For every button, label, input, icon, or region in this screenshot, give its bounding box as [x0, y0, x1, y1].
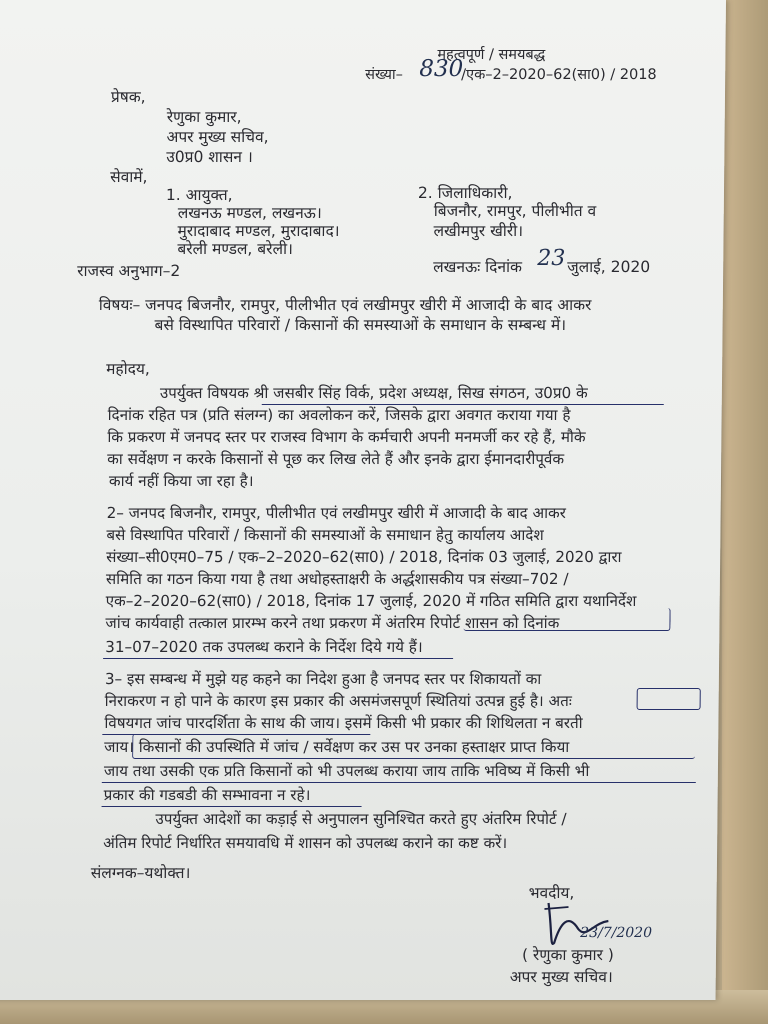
valediction: भवदीय, [528, 884, 575, 902]
para2-line: समिति का गठन किया गया है तथा अधोहस्ताक्षरी के अर्द्धशासकीय पत्र संख्या–702 / [105, 570, 569, 588]
sender-designation: अपर मुख्य सचिव, [166, 128, 269, 146]
desk-background [722, 0, 768, 1024]
pen-underline [102, 806, 362, 807]
recipient-1-line3: मुरादाबाद मण्डल, मुरादाबाद। [177, 222, 340, 240]
para1-line: कार्य नहीं किया जा रहा है। [108, 472, 254, 490]
para3-line: जाय। किसानों की उपस्थिति में जांच / सर्वेक्षण कर उस पर उनका हस्ताक्षर प्राप्त किया [104, 738, 570, 756]
recipient-1-line2: लखनऊ मण्डल, लखनऊ। [177, 204, 322, 222]
recipient-2-line3: लखीमपुर खीरी। [433, 222, 524, 240]
para4-line: अंतिम रिपोर्ट निर्धारित समयावधि में शासन को उपलब्ध कराने का कष्ट करें। [103, 834, 508, 852]
sender-office: उ0प्र0 शासन । [166, 148, 253, 166]
para2-line: 31–07–2020 तक उपलब्ध कराने के निर्देश दिये गये हैं। [105, 638, 423, 656]
para1-line: दिनांक रहित पत्र (प्रति संलग्न) का अवलोकन करें, जिसके द्वारा अवगत कराया गया है [107, 406, 571, 424]
para3-line: प्रकार की गडबडी की सम्भावना न रहे। [103, 786, 311, 804]
para2-line: संख्या–सी0एम0–75 / एक–2–2020–62(सा0) / 2018, दिनांक 03 जुलाई, 2020 द्वारा [106, 548, 622, 566]
para3-line: निराकरण न हो पाने के कारण इस प्रकार की असमंजसपूर्ण स्थितियां उत्पन्न हुई है। अतः [104, 692, 572, 710]
ref-suffix: /एक–2–2020–62(सा0) / 2018 [461, 67, 657, 83]
signature-date-handwritten: 23/7/2020 [580, 925, 653, 941]
para1-line: कि प्रकरण में जनपद स्तर पर राजस्व विभाग के कर्मचारी अपनी मनमर्जी कर रहे हैं, मौके [107, 428, 586, 446]
priority-label: महत्वपूर्ण / समयबद्ध [437, 47, 546, 63]
subject-line-1: विषयः– जनपद बिजनौर, रामपुर, पीलीभीत एवं लखीमपुर खीरी में आजादी के बाद आकर [98, 296, 592, 314]
signature-scribble [538, 893, 709, 953]
pen-underline [103, 658, 453, 659]
para3-line: विषयगत जांच पारदर्शिता के साथ की जाय। इसमें किसी भी प्रकार की शिथिलता न बरती [104, 714, 583, 732]
recipient-2-line2: बिजनौर, रामपुर, पीलीभीत व [433, 202, 597, 220]
pen-bracket [132, 734, 695, 759]
recipient-label: सेवामें, [110, 168, 148, 186]
pen-underline [262, 404, 664, 405]
ref-prefix: संख्या– [365, 67, 404, 83]
date-suffix: जुलाई, 2020 [567, 258, 651, 276]
recipient-1-line1: 1. आयुक्त, [165, 186, 233, 204]
department-label: राजस्व अनुभाग–2 [77, 262, 181, 280]
recipient-2-line1: 2. जिलाधिकारी, [417, 184, 513, 202]
para2-line: 2– जनपद बिजनौर, रामपुर, पीलीभीत एवं लखीमपुर खीरी में आजादी के बाद आकर [106, 504, 566, 522]
subject-line-2: बसे विस्थापित परिवारों / किसानों की समस्याओं के समाधान के सम्बन्ध में। [154, 316, 567, 334]
para4-line: उपर्युक्त आदेशों का कड़ाई से अनुपालन सुनिश्चित करते हुए अंतरिम रिपोर्ट / [155, 810, 567, 828]
para2-line: एक–2–2020–62(सा0) / 2018, दिनांक 17 जुलाई, 2020 में गठित समिति द्वारा यथानिर्देश [105, 592, 637, 610]
pen-bracket [463, 608, 670, 631]
para3-line: जाय तथा उसकी एक प्रति किसानों को भी उपलब्ध कराया जाय ताकि भविष्य में किसी भी [103, 762, 590, 780]
ref-number-handwritten: 830 [419, 56, 464, 82]
para2-line: जांच कार्यवाही तत्काल प्रारम्भ करने तथा प्रकरण में अंतरिम रिपोर्ट शासन को दिनांक [105, 614, 560, 632]
pen-underline [102, 782, 696, 783]
date-prefix: लखनऊः दिनांक [433, 258, 523, 276]
para1-line: का सर्वेक्षण न करके किसानों से पूछ कर लिख लेते हैं और इनके द्वारा ईमानदारीपूर्वक [107, 450, 565, 468]
signatory-name: ( रेणुका कुमार ) [521, 946, 614, 964]
salutation: महोदय, [106, 360, 150, 378]
sender-label: प्रेषक, [110, 88, 146, 106]
recipient-1-line4: बरेली मण्डल, बरेली। [177, 240, 294, 258]
para3-line: 3– इस सम्बन्ध में मुझे यह कहने का निदेश हुआ है जनपद स्तर पर शिकायतों का [104, 670, 542, 688]
enclosure-note: संलग्नक–यथोक्त। [90, 864, 191, 882]
signatory-designation: अपर मुख्य सचिव। [509, 968, 613, 986]
date-day-handwritten: 23 [537, 246, 566, 271]
pen-box [637, 688, 701, 710]
para2-line: बसे विस्थापित परिवारों / किसानों की समस्याओं के समाधान हेतु कार्यालय आदेश [106, 526, 544, 544]
para1-line: उपर्युक्त विषयक श्री जसबीर सिंह विर्क, प्रदेश अध्यक्ष, सिख संगठन, उ0प्र0 के [159, 384, 588, 402]
sender-name: रेणुका कुमार, [166, 108, 242, 126]
